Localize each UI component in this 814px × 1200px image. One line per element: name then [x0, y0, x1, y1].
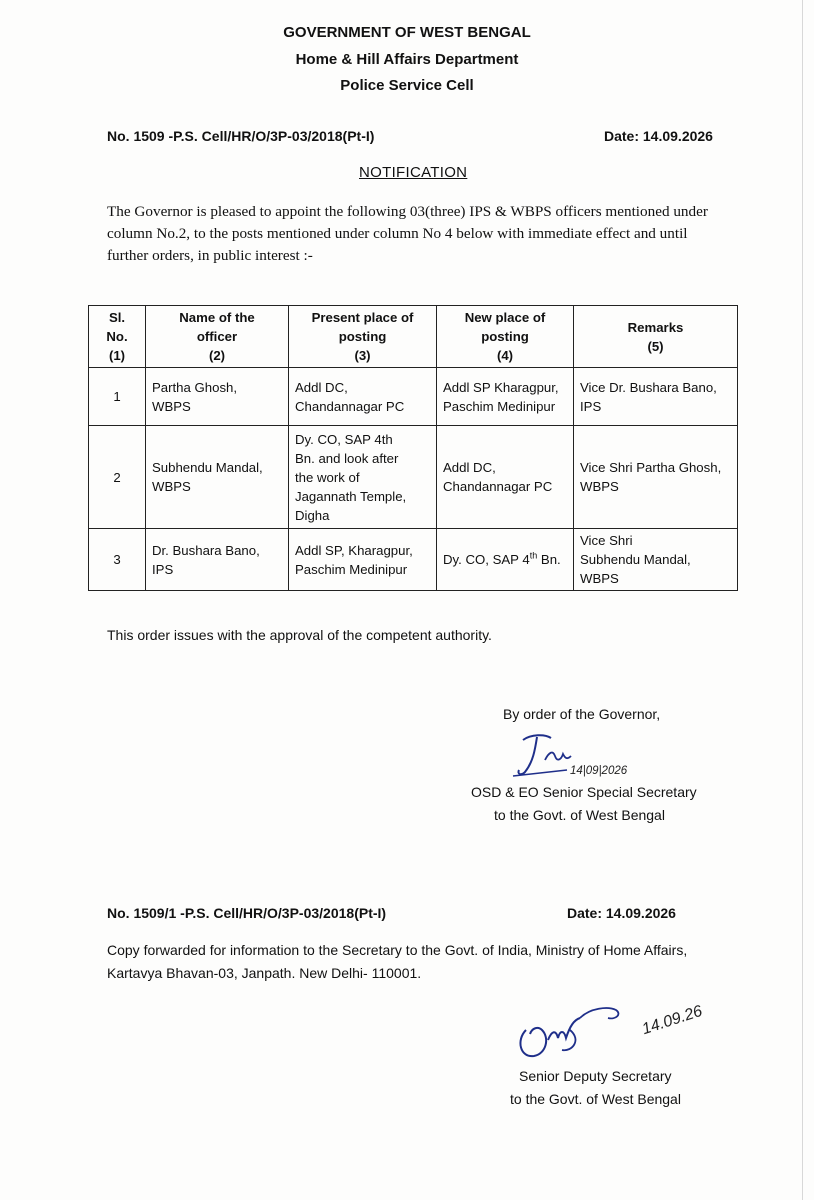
cell-sl: 3: [89, 529, 146, 591]
memo-number: No. 1509 -P.S. Cell/HR/O/3P-03/2018(Pt-I): [107, 128, 375, 144]
approval-statement: This order issues with the approval of the competent authority.: [107, 627, 492, 643]
cell-name: Subhendu Mandal, WBPS: [146, 426, 289, 529]
table-row: [89, 426, 738, 529]
cell-new-posting: Dy. CO, SAP 4th Bn.: [437, 529, 574, 591]
signature-1-date: 14|09|2026: [570, 765, 628, 777]
copy-forward-line-2: Kartavya Bhavan-03, Janpath. New Delhi- 110001.: [107, 965, 422, 981]
header-sl: Sl. No. (1): [89, 306, 146, 368]
signature-2: [512, 1000, 662, 1068]
cell-remarks: Vice Shri Subhendu Mandal, WBPS: [574, 529, 738, 591]
cell-name: Partha Ghosh, WBPS: [146, 368, 289, 426]
memo-date: Date: 14.09.2026: [604, 128, 713, 144]
cell-present-posting: Addl SP, Kharagpur, Paschim Medinipur: [289, 529, 437, 591]
table-row: [89, 529, 738, 591]
cell-remarks: Vice Shri Partha Ghosh, WBPS: [574, 426, 738, 529]
cell-remarks: Vice Dr. Bushara Bano, IPS: [574, 368, 738, 426]
by-order-line: By order of the Governor,: [503, 706, 661, 722]
table-row: [89, 368, 738, 426]
notification-body: The Governor is pleased to appoint the following 03(three) IPS & WBPS officers mentioned under column No.2, to the posts mentioned under column No 4 below with immediate effect and until further orders, in public interest :-: [107, 203, 708, 264]
header-present-posting: Present place of posting (3): [289, 306, 437, 368]
signatory-1-designation: OSD & EO Senior Special Secretary: [471, 784, 697, 800]
header-name: Name of the officer (2): [146, 306, 289, 368]
signatory-2-office: to the Govt. of West Bengal: [510, 1091, 681, 1107]
cell-sl: 2: [89, 426, 146, 529]
copy-memo-number: No. 1509/1 -P.S. Cell/HR/O/3P-03/2018(Pt-I): [107, 905, 387, 921]
cell-new-posting: Addl SP Kharagpur, Paschim Medinipur: [437, 368, 574, 426]
notification-title: NOTIFICATION: [359, 164, 468, 181]
cell-sl: 1: [89, 368, 146, 426]
cell-heading: Police Service Cell: [340, 77, 474, 94]
department-heading: Home & Hill Affairs Department: [295, 51, 519, 68]
cell-present-posting: Addl DC, Chandannagar PC: [289, 368, 437, 426]
postings-table: [88, 305, 738, 591]
government-heading: GOVERNMENT OF WEST BENGAL: [283, 24, 531, 41]
copy-forward-line-1: Copy forwarded for information to the Secretary to the Govt. of India, Ministry of Home Affairs,: [107, 942, 688, 958]
signatory-2-designation: Senior Deputy Secretary: [519, 1068, 672, 1084]
header-new-posting: New place of posting (4): [437, 306, 574, 368]
signature-2-date: 14.09.26: [640, 1002, 705, 1039]
header-remarks: Remarks (5): [574, 306, 738, 368]
signatory-1-office: to the Govt. of West Bengal: [494, 807, 665, 823]
copy-memo-date: Date: 14.09.2026: [567, 905, 676, 921]
cell-new-posting: Addl DC, Chandannagar PC: [437, 426, 574, 529]
cell-name: Dr. Bushara Bano, IPS: [146, 529, 289, 591]
cell-present-posting: Dy. CO, SAP 4th Bn. and look after the work of Jagannath Temple, Digha: [289, 426, 437, 529]
table-header-row: [89, 306, 738, 368]
